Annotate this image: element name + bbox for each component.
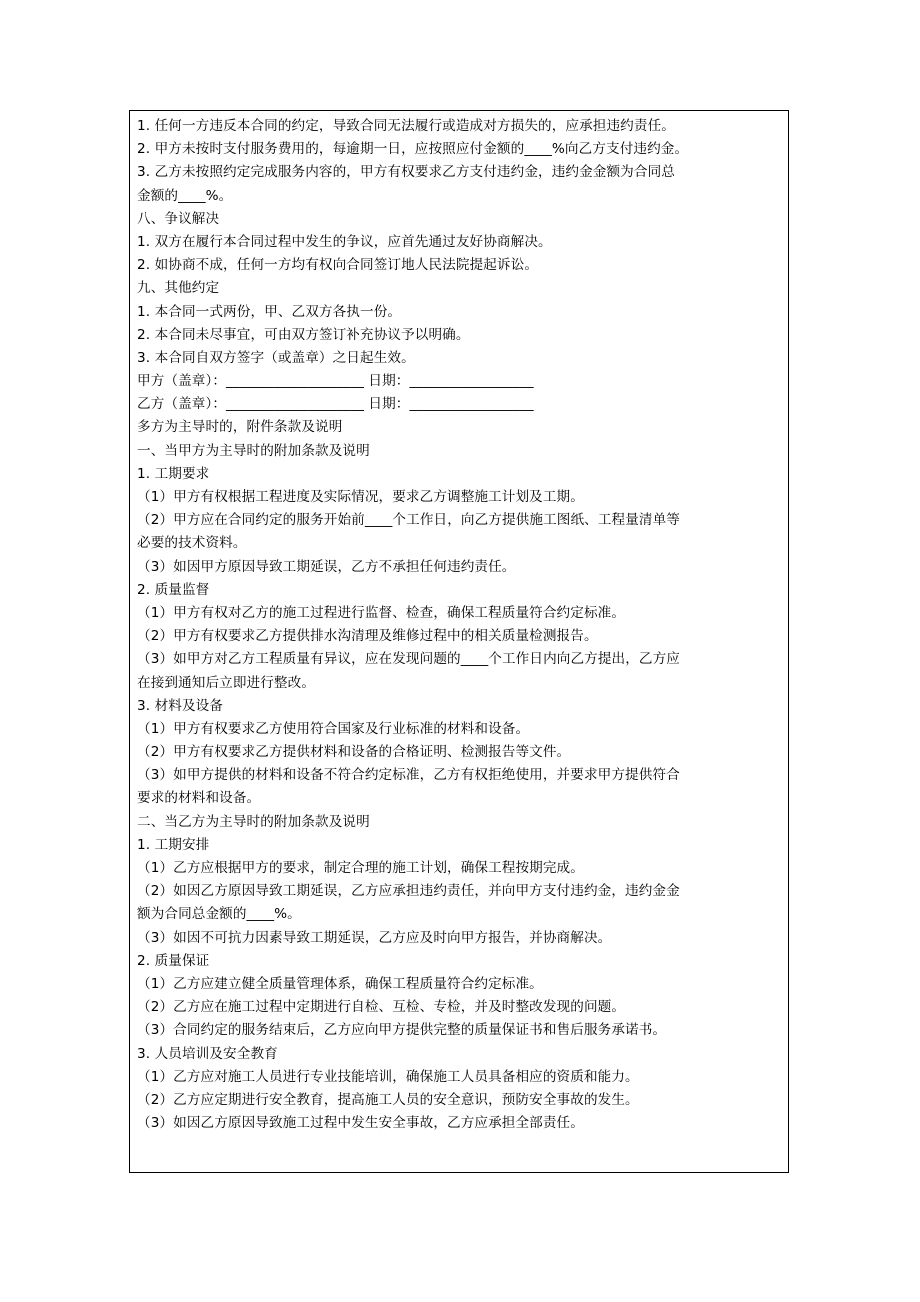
signature-line-party-a: 甲方（盖章）：____________________ 日期：__________________ <box>137 373 534 390</box>
clause-line: （1）乙方应根据甲方的要求，制定合理的施工计划，确保工程按期完成。 <box>137 860 584 876</box>
clause-line: 必要的技术资料。 <box>137 535 247 552</box>
document-frame <box>129 110 789 1173</box>
section-heading: 二、当乙方为主导时的附加条款及说明 <box>137 813 370 830</box>
clause-line: （2）甲方有权要求乙方提供排水沟清理及维修过程中的相关质量检测报告。 <box>137 628 598 645</box>
clause-line: （2）乙方应定期进行安全教育，提高施工人员的安全意识，预防安全事故的发生。 <box>137 1091 639 1108</box>
clause-line: （1）甲方有权对乙方的施工过程进行监督、检查，确保工程质量符合约定标准。 <box>137 604 626 621</box>
clause-line: （2）甲方应在合同约定的服务开始前____个工作日，向乙方提供施工图纸、工程量清单等 <box>137 512 681 529</box>
clause-line: 在接到通知后立即进行整改。 <box>137 674 316 691</box>
annex-title: 多方为主导时的，附件条款及说明 <box>137 419 343 436</box>
section-heading: 九、其他约定 <box>137 280 220 297</box>
clause-line: （1）甲方有权根据工程进度及实际情况，要求乙方调整施工计划及工期。 <box>137 489 584 505</box>
clause-line: 金额的____%。 <box>137 187 233 204</box>
clause-line: （3）合同约定的服务结束后，乙方应向甲方提供完整的质量保证书和售后服务承诺书。 <box>137 1022 667 1039</box>
clause-line: 2. 甲方未按时支付服务费用的，每逾期一日，应按照应付金额的____%向乙方支付违约金。 <box>137 141 689 158</box>
clause-line: 3. 本合同自双方签字（或盖章）之日起生效。 <box>137 349 415 366</box>
subsection-heading: 2. 质量保证 <box>137 952 210 969</box>
clause-line: （2）如因乙方原因导致工期延误，乙方应承担违约责任，并向甲方支付违约金，违约金金 <box>137 883 680 900</box>
clause-line: 2. 本合同未尽事宜，可由双方签订补充协议予以明确。 <box>137 326 470 343</box>
clause-line: （3）如甲方提供的材料和设备不符合约定标准，乙方有权拒绝使用，并要求甲方提供符合 <box>137 767 680 784</box>
clause-line: （3）如甲方对乙方工程质量有异议，应在发现问题的____个工作日内向乙方提出，乙方应 <box>137 651 681 668</box>
signature-line-party-b: 乙方（盖章）：____________________ 日期：__________________ <box>137 396 534 413</box>
subsection-heading: 3. 人员培训及安全教育 <box>137 1045 278 1062</box>
section-heading: 八、争议解决 <box>137 210 220 227</box>
clause-line: （1）乙方应对施工人员进行专业技能培训，确保施工人员具备相应的资质和能力。 <box>137 1068 639 1085</box>
clause-line: （1）甲方有权要求乙方使用符合国家及行业标准的材料和设备。 <box>137 720 530 737</box>
subsection-heading: 3. 材料及设备 <box>137 697 224 714</box>
clause-line: 3. 乙方未按照约定完成服务内容的，甲方有权要求乙方支付违约金，违约金金额为合同总 <box>137 164 675 181</box>
clause-line: （3）如因甲方原因导致工期延误，乙方不承担任何违约责任。 <box>137 558 516 575</box>
clause-line: 2. 如协商不成，任何一方均有权向合同签订地人民法院提起诉讼。 <box>137 257 539 274</box>
clause-line: 1. 任何一方违反本合同的约定，导致合同无法履行或造成对方损失的，应承担违约责任。 <box>137 118 675 134</box>
clause-line: 额为合同总金额的____%。 <box>137 906 301 923</box>
subsection-heading: 1. 工期安排 <box>137 836 210 853</box>
subsection-heading: 2. 质量监督 <box>137 581 210 598</box>
clause-line: 1. 双方在履行本合同过程中发生的争议，应首先通过友好协商解决。 <box>137 233 552 250</box>
clause-line: （2）乙方应在施工过程中定期进行自检、互检、专检，并及时整改发现的问题。 <box>137 999 626 1016</box>
clause-line: 1. 本合同一式两份，甲、乙双方各执一份。 <box>137 303 402 320</box>
clause-line: （2）甲方有权要求乙方提供材料和设备的合格证明、检测报告等文件。 <box>137 744 571 761</box>
clause-line: 要求的材料和设备。 <box>137 790 261 807</box>
clause-line: （1）乙方应建立健全质量管理体系，确保工程质量符合约定标准。 <box>137 975 543 992</box>
subsection-heading: 1. 工期要求 <box>137 465 210 482</box>
section-heading: 一、当甲方为主导时的附加条款及说明 <box>137 442 370 459</box>
clause-line: （3）如因不可抗力因素导致工期延误，乙方应及时向甲方报告，并协商解决。 <box>137 929 612 946</box>
clause-line: （3）如因乙方原因导致施工过程中发生安全事故，乙方应承担全部责任。 <box>137 1115 584 1132</box>
